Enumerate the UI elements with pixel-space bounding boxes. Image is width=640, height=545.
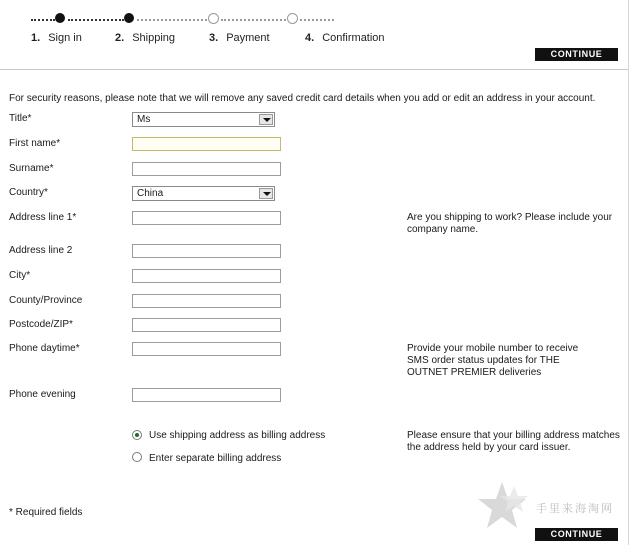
star-watermark-icon (474, 480, 530, 532)
country-select[interactable] (132, 186, 275, 201)
work-shipping-note: Are you shipping to work? Please include your company name. (407, 212, 613, 235)
country-label: Country* (9, 187, 48, 198)
required-fields-note: * Required fields (9, 507, 83, 518)
title-select-value: Ms (137, 114, 151, 125)
phone-evening-label: Phone evening (9, 389, 76, 400)
step-node-payment (208, 13, 219, 24)
billing-separate-radio[interactable] (132, 452, 142, 462)
step-node-sign-in (55, 13, 65, 23)
postcode-label: Postcode/ZIP* (9, 319, 73, 330)
page-edge (628, 0, 629, 545)
continue-button-top[interactable]: CONTINUE (535, 48, 618, 61)
progress-line-done (68, 19, 124, 21)
chevron-down-icon[interactable] (259, 188, 273, 199)
progress-line-todo (137, 19, 207, 21)
continue-button-bottom[interactable]: CONTINUE (535, 528, 618, 541)
billing-same-radio[interactable] (132, 430, 142, 440)
phone-daytime-label: Phone daytime* (9, 343, 80, 354)
step-confirmation: 4. Confirmation (305, 32, 385, 44)
county-input[interactable] (132, 294, 281, 308)
first-name-label: First name* (9, 138, 61, 149)
postcode-input[interactable] (132, 318, 281, 332)
billing-same-label[interactable]: Use shipping address as billing address (149, 430, 326, 441)
country-select-value: China (137, 188, 164, 199)
first-name-input[interactable] (132, 137, 281, 151)
surname-input[interactable] (132, 162, 281, 176)
billing-note: Please ensure that your billing address matches the address held by your card issuer. (407, 430, 620, 453)
step-payment: 3. Payment (209, 32, 270, 44)
step-shipping: 2. Shipping (115, 32, 176, 44)
phone-evening-input[interactable] (132, 388, 281, 402)
step-sign-in: 1. Sign in (31, 32, 82, 44)
step-node-shipping (124, 13, 134, 23)
county-label: County/Province (9, 295, 83, 306)
step-node-confirmation (287, 13, 298, 24)
address-line-2-input[interactable] (132, 244, 281, 258)
chevron-down-icon[interactable] (259, 114, 273, 125)
progress-line-done (31, 19, 55, 21)
security-notice: For security reasons, please note that we will remove any saved credit card details when you add or edit an address in your account. (9, 93, 596, 104)
title-select[interactable] (132, 112, 275, 127)
divider (0, 69, 628, 70)
title-label: Title* (9, 113, 32, 124)
watermark-text: 手里来海淘网 (536, 502, 614, 515)
city-label: City* (9, 270, 31, 281)
progress-line-todo (300, 19, 334, 21)
phone-daytime-input[interactable] (132, 342, 281, 356)
progress-line-todo (221, 19, 286, 21)
surname-label: Surname* (9, 163, 54, 174)
city-input[interactable] (132, 269, 281, 283)
address-line-1-label: Address line 1* (9, 212, 77, 223)
sms-note: Provide your mobile number to receive SMS order status updates for THE OUTNET PREMIER deliveries (407, 343, 579, 378)
billing-separate-label[interactable]: Enter separate billing address (149, 453, 282, 464)
address-line-1-input[interactable] (132, 211, 281, 225)
address-line-2-label: Address line 2 (9, 245, 73, 256)
